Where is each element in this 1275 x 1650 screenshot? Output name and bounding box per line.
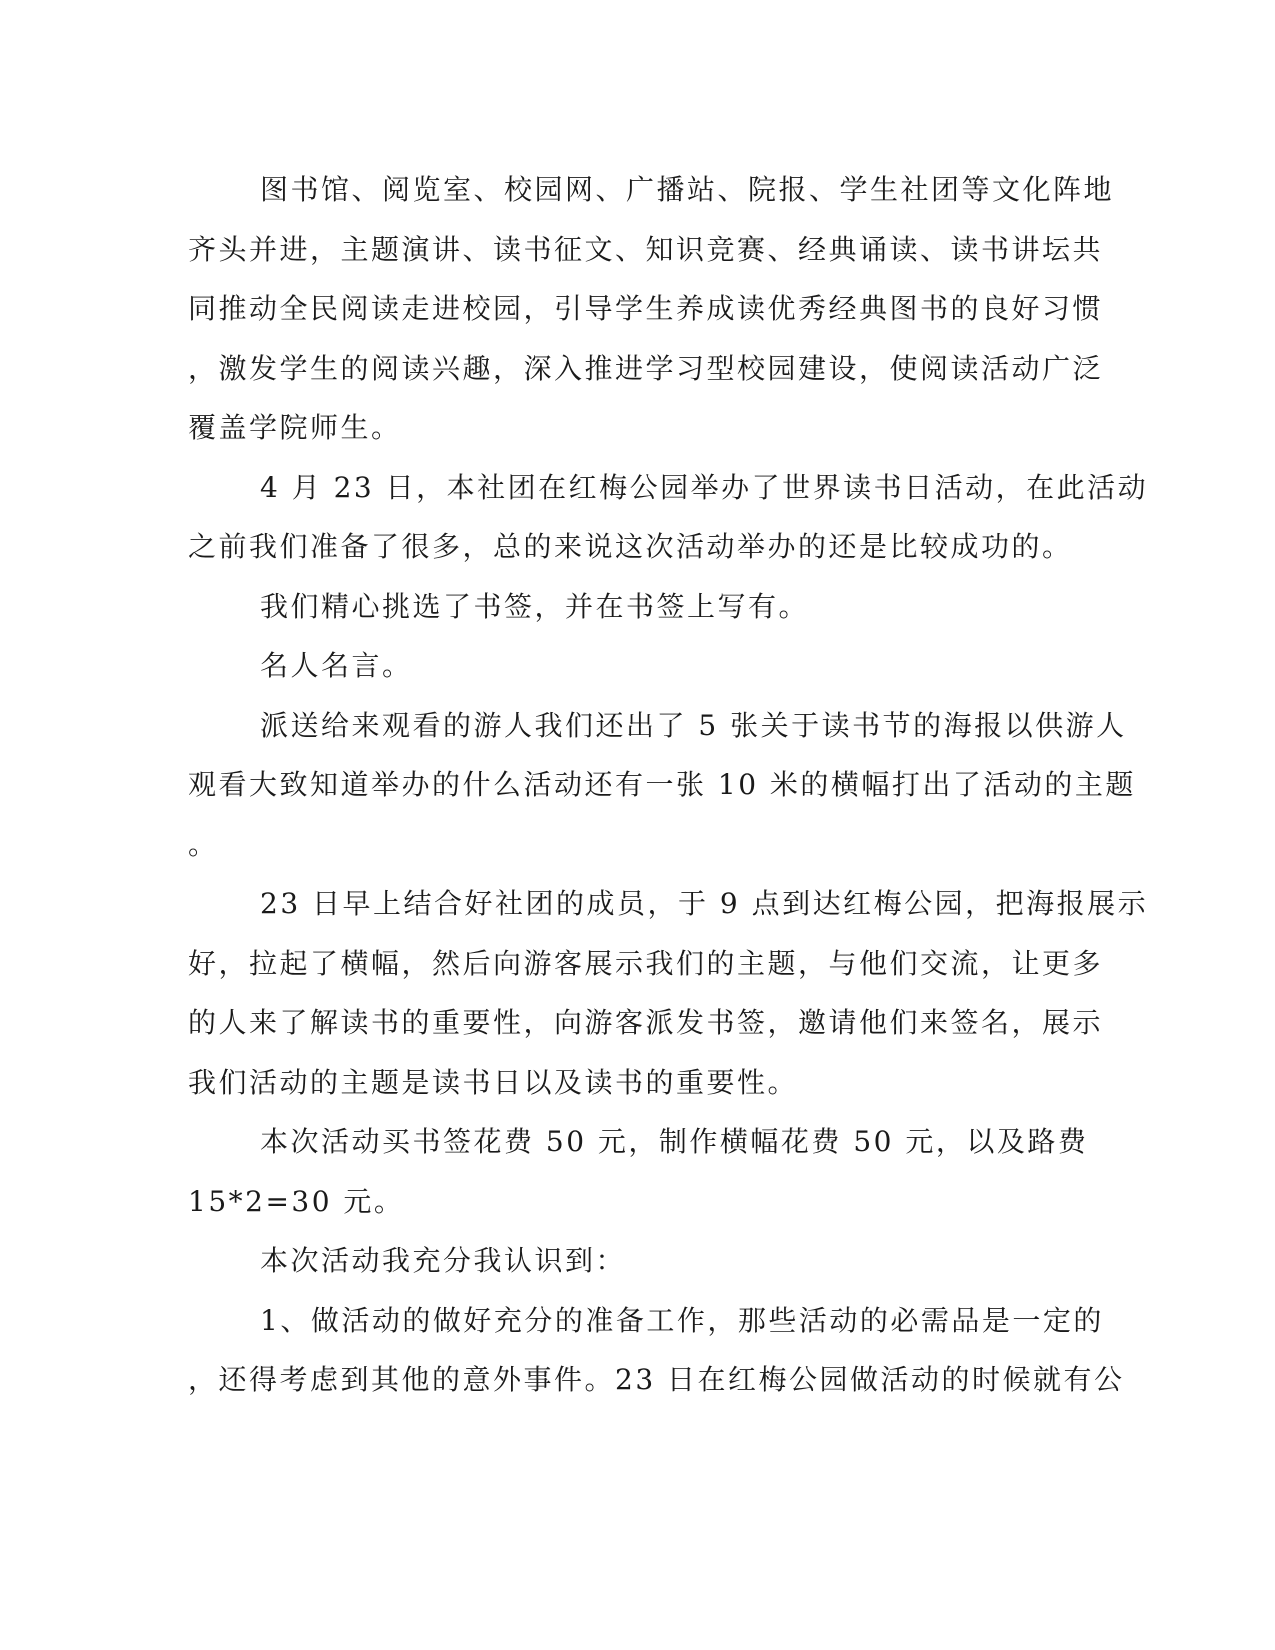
paragraph-line: 图书馆、阅览室、校园网、广播站、院报、学生社团等文化阵地: [260, 173, 1115, 206]
paragraph-line: 覆盖学院师生。: [188, 411, 402, 444]
paragraph-9: [188, 1291, 1125, 1410]
paragraph-4: [188, 636, 1076, 696]
paragraph-6: [188, 874, 1149, 1112]
paragraph-5: [188, 696, 1136, 875]
paragraph-line: 本次活动买书签花费 50 元，制作横幅花费 50 元，以及路费: [260, 1125, 1089, 1158]
paragraph-line: ，还得考虑到其他的意外事件。23 日在红梅公园做活动的时候就有公: [188, 1363, 1125, 1396]
paragraph-line: 本次活动我充分我认识到：: [260, 1244, 627, 1277]
paragraph-line: ，激发学生的阅读兴趣，深入推进学习型校园建设，使阅读活动广泛: [188, 351, 1104, 385]
paragraph-line: 之前我们准备了很多，总的来说这次活动举办的还是比较成功的。: [188, 530, 1073, 563]
paragraph-line: 15*2=30 元。: [188, 1184, 405, 1218]
paragraph-1: [188, 160, 1115, 458]
paragraph-line: 派送给来观看的游人我们还出了 5 张关于读书节的海报以供游人: [260, 708, 1127, 742]
paragraph-8: [188, 1231, 1076, 1291]
paragraph-line: 1、做活动的做好充分的准备工作，那些活动的必需品是一定的: [260, 1303, 1104, 1337]
paragraph-2: [188, 458, 1149, 577]
paragraph-line: 23 日早上结合好社团的成员，于 9 点到达红梅公园，把海报展示: [260, 887, 1149, 920]
paragraph-line: 观看大致知道举办的什么活动还有一张 10 米的横幅打出了活动的主题: [188, 768, 1136, 801]
paragraph-line: 。: [188, 827, 219, 861]
paragraph-line: 名人名言。: [260, 649, 413, 682]
paragraph-line: 同推动全民阅读走进校园，引导学生养成读优秀经典图书的良好习惯: [188, 292, 1104, 325]
paragraph-line: 的人来了解读书的重要性，向游客派发书签，邀请他们来签名，展示: [188, 1006, 1104, 1039]
paragraph-line: 我们精心挑选了书签，并在书签上写有。: [260, 589, 810, 623]
paragraph-3: [188, 577, 1076, 637]
paragraph-line: 齐头并进，主题演讲、读书征文、知识竞赛、经典诵读、读书讲坛共: [188, 232, 1104, 266]
document-body: [188, 160, 1149, 1410]
paragraph-line: 我们活动的主题是读书日以及读书的重要性。: [188, 1065, 799, 1099]
paragraph-line: 4 月 23 日，本社团在红梅公园举办了世界读书日活动，在此活动: [260, 470, 1149, 504]
paragraph-line: 好，拉起了横幅，然后向游客展示我们的主题，与他们交流，让更多: [188, 946, 1104, 980]
paragraph-7: [188, 1112, 1089, 1231]
